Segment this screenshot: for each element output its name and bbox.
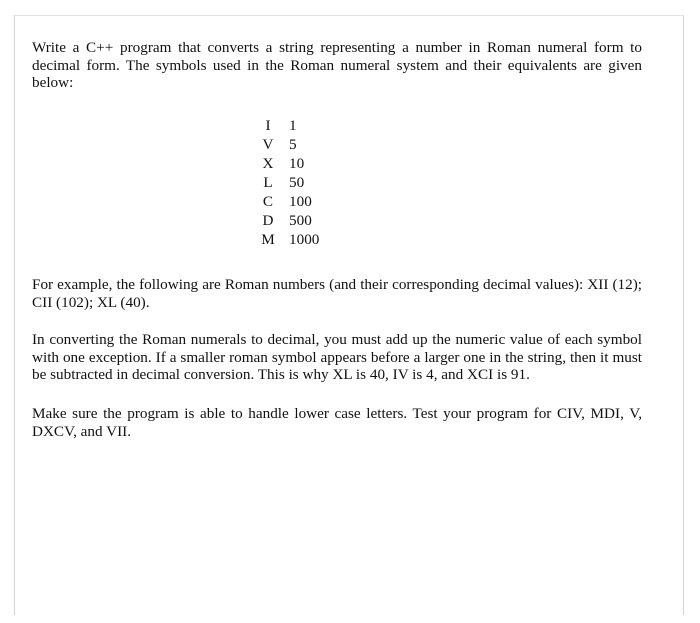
decimal-value: 10: [289, 155, 305, 172]
table-row: [252, 135, 319, 154]
decimal-value: 50: [289, 174, 305, 191]
table-row: [252, 116, 319, 135]
example-paragraph: For example, the following are Roman numbers (and their corresponding decimal values): XII (12); CII (102); XL (40).: [32, 276, 642, 311]
decimal-value: 1000: [289, 231, 320, 248]
instructions-paragraph: Make sure the program is able to handle lower case letters. Test your program for CIV, MDI, V, DXCV, and VII.: [32, 405, 642, 440]
page-frame: [14, 15, 684, 615]
intro-paragraph: Write a C++ program that converts a string representing a number in Roman numeral form to decimal form. The symbols used in the Roman numeral system and their equivalents are given below:: [32, 39, 642, 91]
roman-symbol: X: [262, 155, 274, 172]
roman-symbol: C: [262, 193, 274, 210]
roman-symbol: V: [262, 136, 274, 153]
decimal-value: 100: [289, 193, 312, 210]
table-row: [252, 154, 319, 173]
roman-symbol: M: [261, 231, 275, 248]
decimal-value: 5: [289, 136, 297, 153]
table-row: [252, 173, 319, 192]
roman-symbol: D: [262, 212, 274, 229]
table-row: [252, 230, 319, 249]
decimal-value: 1: [289, 117, 297, 134]
roman-symbol-table: [252, 116, 319, 249]
rule-paragraph: In converting the Roman numerals to decimal, you must add up the numeric value of each symbol with one exception. If a smaller roman symbol appears before a larger one in the string, then it must be subtracted in decimal conversion. This is why XL is 40, IV is 4, and XCI is 91.: [32, 331, 642, 383]
roman-symbol: L: [263, 174, 273, 191]
table-row: [252, 211, 319, 230]
decimal-value: 500: [289, 212, 312, 229]
roman-symbol: I: [265, 117, 271, 134]
table-row: [252, 192, 319, 211]
